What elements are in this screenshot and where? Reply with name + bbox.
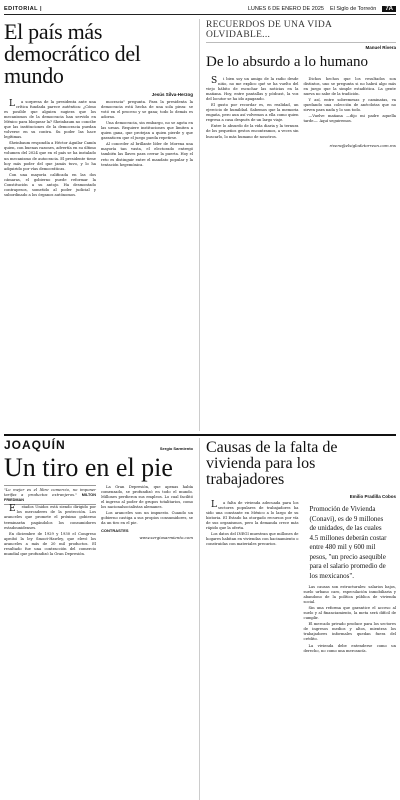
paragraph: Con una mayoría calificada en las dos cámaras, el gobierno puede reformar la Constitución a su antojo. Ha desmontado contrapesos, sometido al poder judicial y subordinado a los órganos autónomos. <box>4 172 96 197</box>
editorial-article <box>4 19 193 431</box>
editorial-byline: Jesús Silva-Herzog <box>151 92 193 97</box>
page-number: 7A <box>382 6 396 12</box>
author-web: www.sergiosarmiento.com <box>139 535 193 541</box>
vivienda-article <box>199 438 396 800</box>
paragraph: La Gran Depresión, que apenas había comenzado, se profundizó en todo el mundo. Millones perdieron sus empleos. Lo cual facilitó el ingreso al poder de grupos totalitarios, como los nacionalsocialistas alemanes. <box>101 485 193 510</box>
masthead <box>4 3 396 15</box>
paragraph: Una democracia, sin embargo, no se agota en las urnas. Requiere instituciones que limiten a quien gana, que protejan a quien pierde y que garanticen que el juego pueda repetirse. <box>101 121 193 141</box>
joaquin-col-1 <box>4 485 96 558</box>
vivienda-author: Emilio Pradilla Cobos <box>349 494 396 499</box>
joaquin-section: JOAQUÍN <box>4 438 66 452</box>
paragraph: Y así, entre sobremesas y caminatas, va quedando una colección de anécdotas que no sirven para nada y lo son todo. <box>303 98 396 113</box>
column-email: rivera@elsiglodetorreon.com.mx <box>329 142 396 148</box>
paragraph: El mercado privado produce para los sectores de ingresos medios y altos, mientras los trabajadores informales quedan fuera del crédito. <box>303 622 396 642</box>
paper-name: El Siglo de Torreón <box>329 5 377 12</box>
column-article <box>199 19 396 431</box>
paragraph: mocracia" pregunta. Para la presidenta la democracia está hecha de una sola pieza: se votó en el proceso y se gana; todo lo demás es adorno. <box>101 100 193 120</box>
paragraph: El gusto por recordar es, en realidad, un ejercicio de humildad. Sabemos que la memoria engaña, pero aun así volvemos a ella como quien regresa a casa después de un largo viaje. <box>206 103 299 123</box>
paragraph: La sorpresa de la presidenta ante una crítica fundada parece auténtica: ¿Cómo es posible que alguien sugiera que los mecanismos de la democracia han servido en México para bloquear la? Sheinbaum no concibe que las instituciones de la democracia puedan volverse en su contra. Su poder las hace legítimas. <box>4 99 96 140</box>
vivienda-col-2 <box>304 501 397 655</box>
column-col-1 <box>206 77 299 141</box>
paragraph: Entre lo absurdo de la vida diaria y la ternura de los pequeños gestos encontramos, a veces sin buscarlo, lo más humano de nosotros. <box>206 124 299 139</box>
quote-text: "Lo mejor es el libre comercio, no imponer tarifas a productos extranjeros." <box>4 487 96 497</box>
callout: Promoción de Vivienda (Conavi), es de 9 millones de unidades, de las cuales 4.5 millones deberán costar entre 480 mil y 600 mil pesos, "un precio asequible para el salario promedio de los mexicanos". <box>309 505 387 580</box>
joaquin-article <box>4 438 193 800</box>
editorial-title: El país más democrático del mundo <box>4 19 141 88</box>
column-title: De lo absurdo a lo humano <box>206 54 369 70</box>
paragraph: Sin una reforma que garantice el acceso al suelo y al financiamiento, la meta será difícil de cumplir. <box>303 606 396 621</box>
paragraph: Sheinbaum respondía a Héctor Aguilar Camín quien, con buenas razones, advertía en su último volumen del 2024 que en el país se ha instalado un mecanismo de autocracia. El presidente tiene hoy más poder del que jamás tuvo, y lo ha adquirido por vías democráticas. <box>4 141 96 171</box>
paragraph: Los aranceles son un impuesto. Cuando un gobierno castiga a sus propios consumidores, se da un tiro en el pie. <box>101 511 193 526</box>
joaquin-title: Un tiro en el pie <box>4 453 173 482</box>
joaquin-col-2 <box>101 485 193 558</box>
vivienda-title: Causas de la falta de vivienda para los trabajadores <box>206 439 338 488</box>
vivienda-col-1 <box>206 501 299 655</box>
section-label: EDITORIAL | <box>4 5 43 12</box>
paragraph: En diciembre de 1929 y 1930 el Congreso aprobó la ley Smoot-Hawley, que elevó los aranceles a más de 20 mil productos. El resultado fue una contracción del comercio mundial que profundizó la Gran Depresión. <box>4 531 96 556</box>
joaquin-author: Sergio Sarmiento <box>159 446 193 451</box>
column-kicker: RECUERDOS DE UNA VIDA OLVIDABLE... <box>206 20 396 43</box>
column-col-2 <box>304 77 397 141</box>
paragraph: Las causas son estructurales: salarios bajos, suelo urbano caro, especulación inmobiliaria y abandono de la política pública de vivienda social. <box>303 585 396 605</box>
editorial-col-2 <box>101 100 193 199</box>
paragraph: La falta de vivienda adecuada para los sectores populares de trabajadores ha sido una constante en México a lo largo de su historia. El Estado ha otorgado recursos por vía de sus organismos, pero la demanda crece más rápido que la oferta. <box>206 500 299 531</box>
paragraph: Dichos hechos que los resultados son distintos, uno se pregunta si no habrá algo más en juego que la simple estadística. La gente nueva no sabe de la tradición. <box>303 77 396 97</box>
paragraph: Los datos del INEGI muestran que millones de hogares habitan en viviendas con hacinamiento o construidas con materiales precarios. <box>206 532 299 547</box>
paragraph: Al conceder al brillante líder de Morena una mayoría tan vasta, el electorado entregó también las llaves para cerrar la puerta. Hoy el reto es distinguir entre el mandato popular y la tentación hegemónica. <box>101 142 193 167</box>
subhead: CONTRASTES <box>101 528 129 534</box>
paragraph: Estados Unidos está siendo dirigido por los mercaderes de la protección. Los aranceles que promete el próximo gobierno terminarán pagándolos los consumidores estadounidenses. <box>4 504 96 530</box>
editorial-col-1 <box>4 100 96 199</box>
quote-source: MILTON FRIEDMAN <box>4 492 96 502</box>
paragraph: Si bien soy un amigo de la radio desde niño, no me explico qué se ha vuelto del viejo hábito de escuchar las noticias en la mañana. Hoy, entre pantallas y pódcast, la voz del locutor se ha ido apagando. <box>206 76 299 102</box>
paragraph: La vivienda debe entenderse como un derecho, no como una mercancía. <box>303 643 396 653</box>
column-author: Manuel Rivera <box>365 45 396 50</box>
section-divider <box>4 434 396 436</box>
masthead-date: LUNES 6 DE ENERO DE 2025 <box>247 5 324 12</box>
paragraph: —Vuelve mañana —dijo mi padre aquella tarde—. Aquí seguiremos. <box>303 114 396 124</box>
pull-quote <box>4 485 96 505</box>
